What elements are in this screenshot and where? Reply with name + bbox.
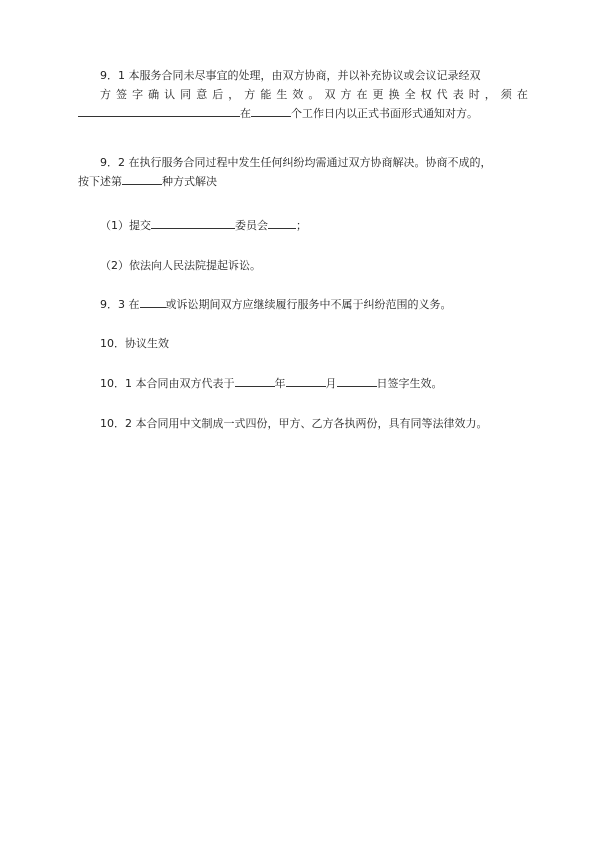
clause-9-2-line-1: 9．2 在执行服务合同过程中发生任何纠纷均需通过双方协商解决。协商不成的， xyxy=(100,156,492,169)
clause-9-1 xyxy=(78,66,528,123)
clause-9-3 xyxy=(78,295,528,314)
clause-9-1-line-2-char: 认 xyxy=(164,88,176,101)
clause-10-1 xyxy=(78,374,528,393)
clause-9-1-line-2-char: 全 xyxy=(404,88,416,101)
clause-9-1-line-3 xyxy=(78,104,528,123)
clause-9-1-line-2-char: 方 xyxy=(340,88,352,101)
clause-9-3-text: 或诉讼期间双方应继续履行服务中不属于纠纷范围的义务。 xyxy=(165,298,452,311)
clause-9-1-line-2-char: 后 xyxy=(212,88,224,101)
clause-9-1-line-2-char: 意 xyxy=(196,88,208,101)
option-2 xyxy=(78,256,528,275)
clause-9-1-line-2-char: 代 xyxy=(436,88,448,101)
clause-9-2-line-2 xyxy=(78,172,528,191)
clause-9-1-line-2-char: 签 xyxy=(116,88,128,101)
clause-10 xyxy=(78,334,528,353)
clause-9-1-line-2-char: 能 xyxy=(260,88,272,101)
option-1-submit: （1）提交 xyxy=(100,219,151,232)
clause-9-1-notice-text: 个工作日内以正式书面形式通知对方。 xyxy=(291,107,478,120)
option-1-end: ； xyxy=(296,219,307,232)
clause-9-2-method-prefix: 按下述第 xyxy=(78,175,122,188)
clause-9-1-line-2-char: 换 xyxy=(388,88,400,101)
option-1 xyxy=(78,216,528,235)
clause-9-1-line-2-char: 须 xyxy=(500,88,512,101)
option-2-text: （2）依法向人民法院提起诉讼。 xyxy=(100,259,261,272)
clause-9-1-line-2-char: 确 xyxy=(148,88,160,101)
clause-9-2 xyxy=(78,153,528,191)
year-label: 年 xyxy=(274,377,286,390)
clause-9-1-line-2-char: ， xyxy=(484,88,496,101)
blank-dispute-type[interactable] xyxy=(140,295,166,308)
blank-committee[interactable] xyxy=(268,216,296,229)
clause-10-2-text: 10．2 本合同用中文制成一式四份，甲方、乙方各执两份，具有同等法律效力。 xyxy=(100,417,488,430)
clause-9-1-line-2-char: 同 xyxy=(180,88,192,101)
clause-9-1-in: 在 xyxy=(240,107,251,120)
clause-9-1-line-2-char: 表 xyxy=(452,88,464,101)
blank-days[interactable] xyxy=(251,104,291,117)
option-1-committee: 委员会 xyxy=(235,219,268,232)
clause-9-1-line-2-char: 。 xyxy=(308,88,320,101)
blank-year[interactable] xyxy=(235,374,275,387)
blank-arbitration-body[interactable] xyxy=(151,216,235,229)
clause-10-2 xyxy=(78,414,528,433)
clause-9-1-line-2-char: 更 xyxy=(372,88,384,101)
blank-day[interactable] xyxy=(337,374,377,387)
clause-9-3-prefix: 9．3 在 xyxy=(100,298,140,311)
clause-9-1-line-2-char: 在 xyxy=(516,88,528,101)
clause-9-1-line-2-char: 双 xyxy=(324,88,336,101)
clause-9-1-line-2-char: ， xyxy=(228,88,240,101)
clause-9-1-line-2-char: 字 xyxy=(132,88,144,101)
clause-9-1-line-2-char: 权 xyxy=(420,88,432,101)
clause-9-1-line-2-char: 时 xyxy=(468,88,480,101)
blank-method-number[interactable] xyxy=(122,172,162,185)
clause-9-1-line-2 xyxy=(78,85,528,104)
clause-9-1-line-2-char: 效 xyxy=(292,88,304,101)
clause-9-1-line-2-char: 方 xyxy=(100,88,111,101)
clause-10-1-prefix: 10．1 本合同由双方代表于 xyxy=(100,377,235,390)
blank-month[interactable] xyxy=(286,374,326,387)
blank-representative[interactable] xyxy=(78,104,240,117)
month-label: 月 xyxy=(325,377,337,390)
clause-10-1-suffix: 日签字生效。 xyxy=(376,377,443,390)
clause-9-1-line-2-char: 生 xyxy=(276,88,288,101)
clause-9-1-line-2-char: 方 xyxy=(244,88,256,101)
clause-9-1-line-2-char: 在 xyxy=(356,88,368,101)
clause-9-2-method-suffix: 种方式解决 xyxy=(162,175,217,188)
clause-10-heading: 10．协议生效 xyxy=(100,337,169,350)
clause-9-1-line-1: 9．1 本服务合同未尽事宜的处理，由双方协商，并以补充协议或会议记录经双 xyxy=(100,69,481,82)
